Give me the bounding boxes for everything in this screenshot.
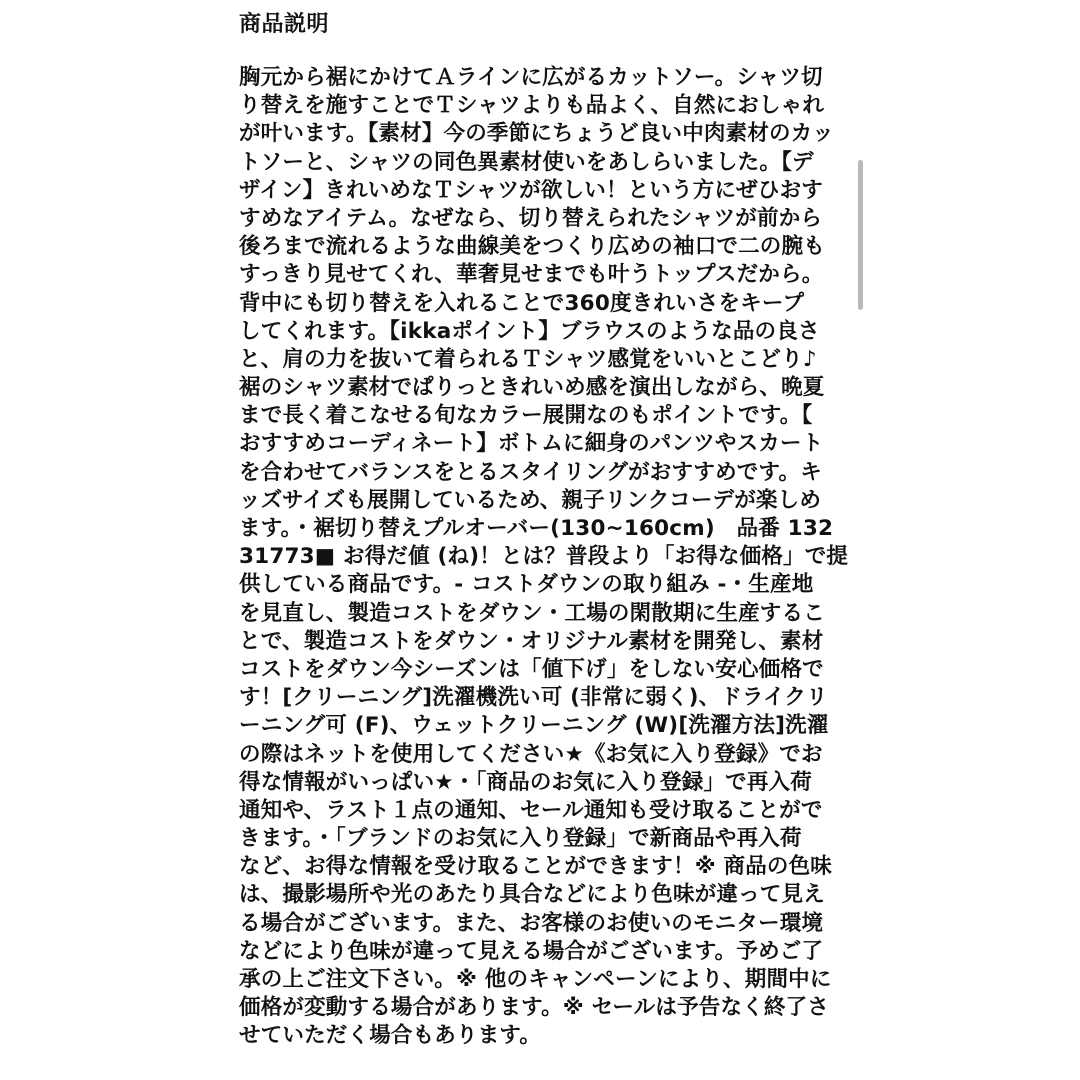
- description-line: せていただく場合もあります。: [239, 1023, 542, 1049]
- product-description-text: [239, 64, 859, 1051]
- description-line: とで、製造コストをダウン・オリジナル素材を開発し、素材: [239, 628, 824, 654]
- description-line: ます。・裾切り替えプルオーバー(130~160cm) 品番 132: [239, 516, 834, 541]
- description-line: すめなアイテム。なぜなら、切り替えられたシャツが前から: [239, 205, 823, 231]
- description-line: 背中にも切り替えを入れることで360度きれいさをキープ: [239, 290, 805, 316]
- description-line: すっきり見せてくれ、華奢見せまでも叶うトップスだから。: [239, 262, 824, 288]
- description-line: きます。・「ブランドのお気に入り登録」で新商品や再入荷: [239, 826, 802, 852]
- section-title: 商品説明: [239, 12, 330, 37]
- description-line: 31773■ お得だ値 (ね)！とは？普段より「お得な価格」で提: [239, 544, 849, 570]
- description-line: 裾のシャツ素材でぱりっときれいめ感を演出しながら、晩夏: [239, 375, 825, 401]
- scrollbar-thumb[interactable]: [858, 160, 863, 310]
- description-line: 承の上ご注文下さい。※ 他のキャンペーンにより、期間中に: [239, 967, 832, 992]
- description-line: と、肩の力を抜いて着られるＴシャツ感覚をいいとこどり♪: [239, 346, 817, 372]
- description-line: コストをダウン今シーズンは「値下げ」をしない安心価格で: [239, 656, 824, 682]
- description-line: ザイン】きれいめなＴシャツが欲しい！という方にぜひおす: [239, 177, 823, 203]
- description-line: 胸元から裾にかけてＡラインに広がるカットソー。シャツ切: [239, 65, 823, 90]
- description-line: 価格が変動する場合があります。※ セールは予告なく終了さ: [239, 995, 829, 1021]
- description-line: など、お得な情報を受け取ることができます！※ 商品の色味: [239, 854, 832, 880]
- description-line: トソーと、シャツの同色異素材使いをあしらいました。【デ: [239, 149, 814, 175]
- description-line: まで長く着こなせる旬なカラー展開なのもポイントです。【: [239, 403, 813, 429]
- description-line: 供している商品です。- コストダウンの取り組み -・生産地: [239, 572, 814, 598]
- description-line: ッズサイズも展開しているため、親子リンクコーデが楽しめ: [239, 487, 822, 513]
- description-line: 通知や、ラスト１点の通知、セール通知も受け取ることがで: [239, 797, 823, 823]
- description-line: は、撮影場所や光のあたり具合などにより色味が違って見え: [239, 882, 825, 908]
- description-line: の際はネットを使用してください★《お気に入り登録》でお: [239, 741, 823, 767]
- description-line: る場合がございます。また、お客様のお使いのモニター環境: [239, 910, 824, 936]
- description-line: り替えを施すことでＴシャツよりも品よく、自然におしゃれ: [239, 93, 825, 119]
- description-line: を合わせてバランスをとるスタイリングがおすすめです。キ: [239, 459, 822, 485]
- description-line: してくれます。【ikkaポイント】ブラウスのような品の良さ: [239, 318, 820, 344]
- description-line: おすすめコーディネート】ボトムに細身のパンツやスカート: [239, 431, 824, 457]
- description-line: などにより色味が違って見える場合がございます。予めご了: [239, 938, 824, 964]
- description-line: 得な情報がいっぱい★・「商品のお気に入り登録」で再入荷: [239, 769, 812, 795]
- description-line: が叶います。【素材】今の季節にちょうど良い中肉素材のカッ: [239, 121, 834, 147]
- description-line: を見直し、製造コストをダウン・工場の閑散期に生産するこ: [239, 600, 825, 626]
- description-line: ーニング可 (F)、ウェットクリーニング (W)[洗濯方法]洗濯: [239, 713, 829, 739]
- description-line: す！[クリーニング]洗濯機洗い可 (非常に弱く)、ドライクリ: [239, 685, 828, 711]
- description-line: 後ろまで流れるような曲線美をつくり広めの袖口で二の腕も: [239, 234, 825, 260]
